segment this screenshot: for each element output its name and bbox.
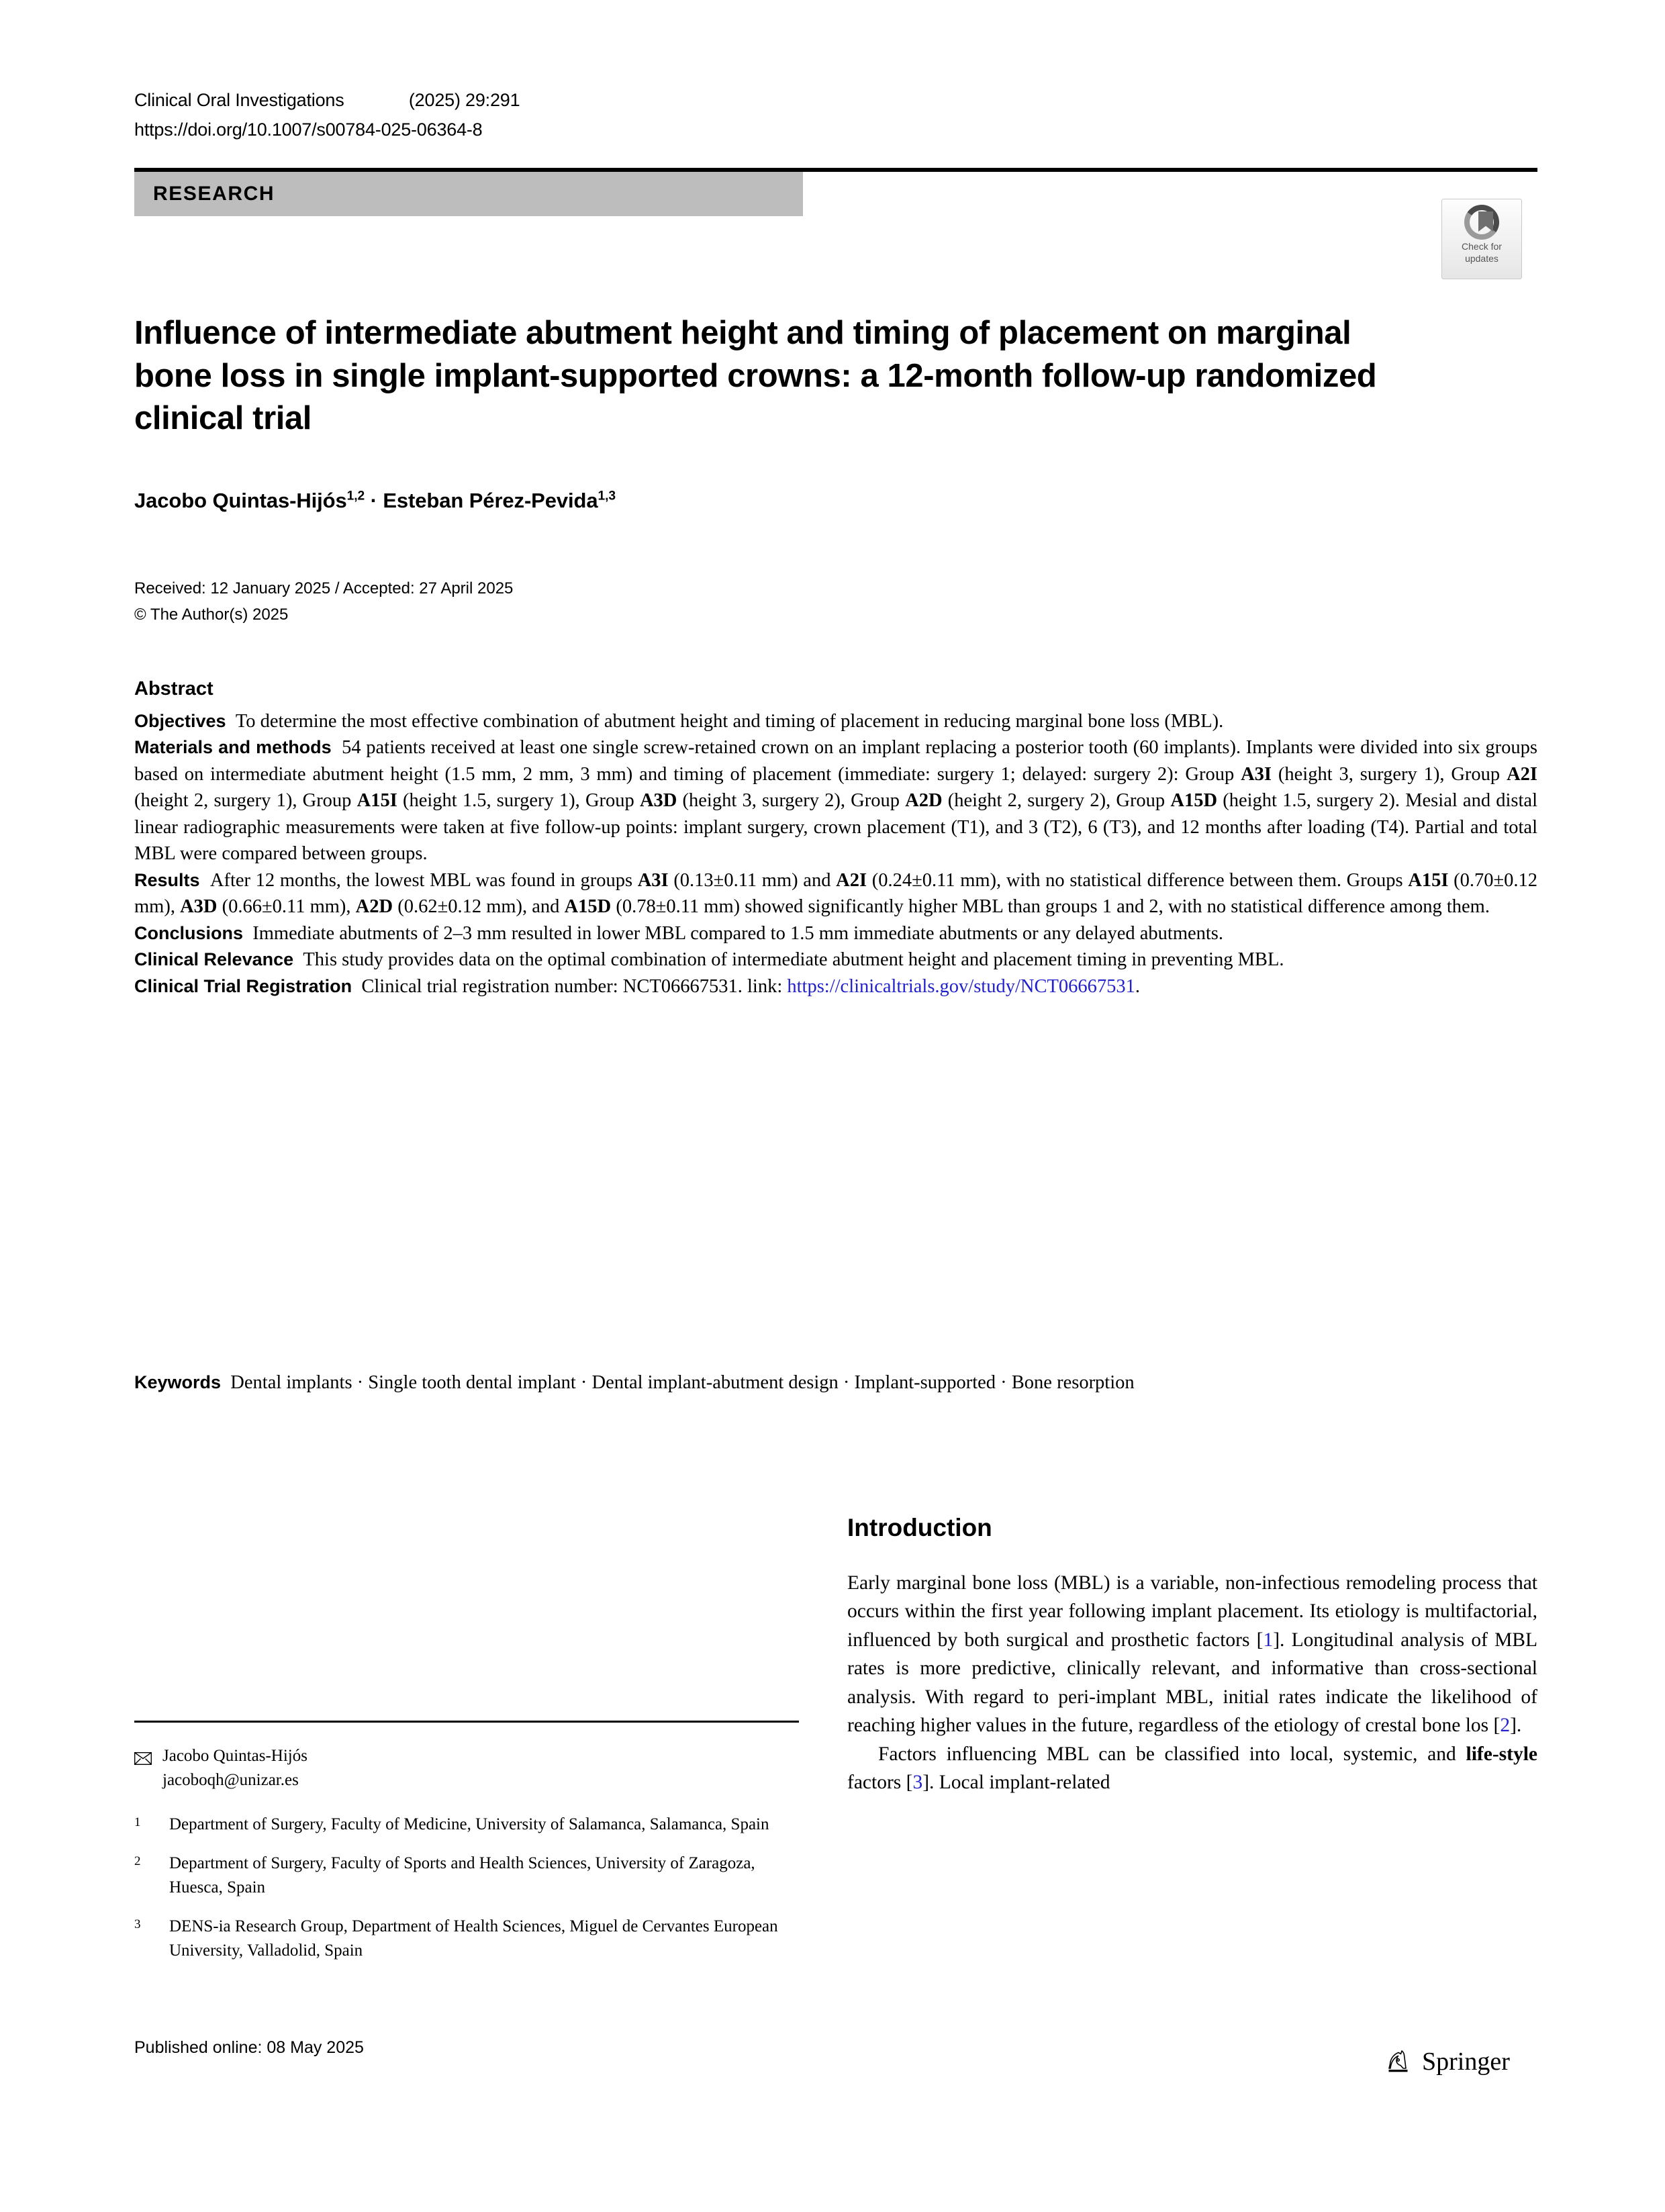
- abstract-methods-text-6: (height 2, surgery 2), Group: [942, 790, 1171, 812]
- abstract-heading: Abstract: [134, 678, 213, 700]
- citation-ref-2[interactable]: 2: [1500, 1715, 1511, 1737]
- correspondence-block: [134, 1744, 799, 1792]
- intro-p2-part-a: Factors influencing MBL can be classified into local, systemic, and: [878, 1743, 1466, 1765]
- abstract-registration-label: Clinical Trial Registration: [134, 975, 352, 996]
- intro-p2-part-c: ]. Local implant-related: [922, 1772, 1110, 1794]
- abstract-results-text-7: (0.78±0.11 mm) showed significantly higher MBL than groups 1 and 2, with no statistical difference among them.: [611, 896, 1490, 918]
- affiliation-number: 3: [134, 1917, 141, 1931]
- check-for-updates-badge[interactable]: [1441, 199, 1522, 279]
- keywords-label: Keywords: [134, 1372, 222, 1392]
- abstract-conclusions-text: Immediate abutments of 2–3 mm resulted in lower MBL compared to 1.5 mm immediate abutments or any delayed abutments.: [252, 922, 1224, 944]
- intro-p1-part-a: Early marginal bone loss (MBL) is a variable, non-infectious remodeling process that occurs within the first year following implant placement. Its etiology is multifactorial, influenced by both surgical and prosthetic factors [: [847, 1572, 1537, 1651]
- author-name-1: Jacobo Quintas-Hijós: [134, 489, 347, 512]
- citation-ref-1[interactable]: 1: [1263, 1629, 1274, 1651]
- affiliation-text: DENS-ia Research Group, Department of Health Sciences, Miguel de Cervantes European University, Valladolid, Spain: [169, 1917, 778, 1960]
- group-code-a3i: A3I: [1241, 763, 1272, 785]
- journal-volume: (2025) 29:291: [408, 90, 520, 110]
- abstract-objectives-label: Objectives: [134, 711, 226, 731]
- author-affiliation-marker-1: 1,2: [346, 489, 365, 503]
- keywords-section: [134, 1369, 1537, 1396]
- keywords-text: Dental implants · Single tooth dental implant · Dental implant-abutment design · Implant-supported · Bone resorption: [230, 1372, 1135, 1393]
- group-code-a15d: A15D: [1170, 790, 1218, 812]
- journal-name: Clinical Oral Investigations: [134, 90, 344, 110]
- result-group-a2i: A2I: [836, 869, 867, 891]
- affiliation-number: 1: [134, 1815, 141, 1829]
- abstract-relevance-label: Clinical Relevance: [134, 949, 294, 970]
- group-code-a2i: A2I: [1507, 763, 1537, 785]
- envelope-icon: [134, 1744, 153, 1792]
- journal-header: [134, 86, 1141, 144]
- result-group-a3i: A3I: [637, 869, 669, 891]
- abstract-objectives-text: To determine the most effective combination of abutment height and timing of placement in reducing marginal bone loss (MBL).: [235, 711, 1224, 732]
- abstract-conclusions-label: Conclusions: [134, 922, 244, 943]
- footnote-divider-rule: [134, 1721, 799, 1723]
- abstract-methods-text-2: (height 3, surgery 1), Group: [1272, 763, 1507, 785]
- introduction-heading: Introduction: [847, 1514, 992, 1541]
- group-code-a3d: A3D: [639, 790, 677, 812]
- author-name-2: Esteban Pérez-Pevida: [383, 489, 598, 512]
- abstract-results-text-3: (0.24±0.11 mm), with no statistical difference between them. Groups: [867, 869, 1409, 891]
- journal-citation-line: [134, 86, 1141, 115]
- abstract-results-label: Results: [134, 869, 200, 890]
- abstract-methods-text-5: (height 3, surgery 2), Group: [677, 790, 906, 812]
- journal-doi[interactable]: https://doi.org/10.1007/s00784-025-06364-8: [134, 119, 483, 140]
- publication-dates: [134, 576, 1141, 628]
- author-list: [134, 489, 1343, 513]
- group-code-a2d: A2D: [905, 790, 943, 812]
- abstract-results-text-1: After 12 months, the lowest MBL was found in groups: [209, 869, 638, 891]
- result-group-a15d: A15D: [564, 896, 612, 918]
- abstract-results-text-5: (0.66±0.11 mm),: [217, 896, 356, 918]
- introduction-paragraph-1: [847, 1569, 1537, 1740]
- publisher-name: Springer: [1422, 2048, 1510, 2076]
- author-separator: ·: [365, 489, 383, 512]
- abstract-section: [134, 678, 1537, 1000]
- affiliation-text: Department of Surgery, Faculty of Medicine, University of Salamanca, Salamanca, Spain: [169, 1815, 769, 1833]
- author-affiliation-marker-2: 1,3: [598, 489, 616, 503]
- intro-p2-emphasis: life-style: [1466, 1743, 1537, 1765]
- crossmark-line1: Check for: [1462, 241, 1502, 252]
- abstract-results: [134, 867, 1537, 920]
- correspondence-email[interactable]: jacoboqh@unizar.es: [162, 1771, 299, 1789]
- group-code-a15i: A15I: [356, 790, 397, 812]
- result-group-a15i: A15I: [1408, 869, 1449, 891]
- crossmark-badge-icon: [1464, 205, 1499, 240]
- crossmark-line2: updates: [1465, 252, 1498, 264]
- abstract-methods-label: Materials and methods: [134, 737, 332, 758]
- affiliation-item: [134, 1915, 799, 1963]
- introduction-paragraph-2: [847, 1740, 1537, 1797]
- citation-ref-3[interactable]: 3: [912, 1772, 923, 1794]
- abstract-methods: [134, 734, 1537, 867]
- abstract-methods-text-4: (height 1.5, surgery 1), Group: [397, 790, 640, 812]
- page-title: Influence of intermediate abutment height and timing of placement on marginal bone loss in single implant-supported crowns: a 12-month follow-up randomized clinical trial: [134, 314, 1377, 437]
- abstract-results-text-2: (0.13±0.11 mm) and: [668, 869, 837, 891]
- abstract-relevance-text: This study provides data on the optimal combination of intermediate abutment height and placement timing in preventing MBL.: [303, 949, 1284, 971]
- result-group-a3d: A3D: [180, 896, 218, 918]
- copyright-line: © The Author(s) 2025: [134, 605, 289, 624]
- bookmark-flag-icon: [1478, 211, 1493, 232]
- clinical-trial-link[interactable]: https://clinicaltrials.gov/study/NCT06667531: [787, 975, 1135, 997]
- abstract-methods-text-1: 54 patients received at least one single screw-retained crown on an implant replacing a posterior tooth (60 implants). Implants were divided into six groups based on intermediate abutment height (1.5 mm, 2 mm, 3 mm) and timing of placement (immediate: surgery 1; delayed: surgery 2): Group: [134, 737, 1537, 785]
- correspondence-name: Jacobo Quintas-Hijós: [162, 1747, 307, 1765]
- abstract-registration-text: Clinical trial registration number: NCT06667531. link:: [361, 975, 788, 997]
- abstract-conclusions: [134, 920, 1537, 947]
- affiliation-text: Department of Surgery, Faculty of Sports and Health Sciences, University of Zaragoza, Huesca, Spain: [169, 1854, 755, 1896]
- abstract-trial-registration: [134, 973, 1537, 1000]
- intro-p1-part-b: ]. Longitudinal analysis of MBL rates is more predictive, clinically relevant, and informative than cross-sectional analysis. With regard to peri-implant MBL, initial rates indicate the likelihood of reaching higher values in the future, regardless of the etiology of crestal bone los [: [847, 1629, 1537, 1737]
- abstract-results-text-6: (0.62±0.12 mm), and: [393, 896, 565, 918]
- abstract-results-text-4: (0.70±0.12 mm),: [134, 869, 1537, 918]
- abstract-clinical-relevance: [134, 947, 1537, 973]
- introduction-section: [847, 1514, 1537, 1797]
- intro-p2-part-b: factors [: [847, 1772, 913, 1794]
- received-accepted-line: Received: 12 January 2025 / Accepted: 27 April 2025: [134, 579, 514, 597]
- abstract-methods-text-3: (height 2, surgery 1), Group: [134, 790, 357, 812]
- abstract-methods-text-7: (height 1.5, surgery 2). Mesial and distal linear radiographic measurements were taken at five follow-up points: implant surgery, crown placement (T1), and 3 (T2), 6 (T3), and 12 months after loading (T4). Partial and total MBL were compared between groups.: [134, 790, 1537, 865]
- result-group-a2d: A2D: [355, 896, 393, 918]
- affiliations-list: [134, 1813, 799, 1978]
- abstract-objectives: [134, 708, 1537, 734]
- abstract-registration-tail: .: [1135, 975, 1141, 997]
- published-online-date: Published online: 08 May 2025: [134, 2038, 364, 2057]
- publisher-logo: [1383, 2046, 1510, 2077]
- springer-horse-logo-icon: [1383, 2046, 1414, 2077]
- intro-p1-part-c: ].: [1510, 1715, 1522, 1737]
- affiliation-item: [134, 1852, 799, 1900]
- affiliation-number: 2: [134, 1854, 141, 1868]
- article-type-label: RESEARCH: [153, 183, 275, 205]
- affiliation-item: [134, 1813, 799, 1837]
